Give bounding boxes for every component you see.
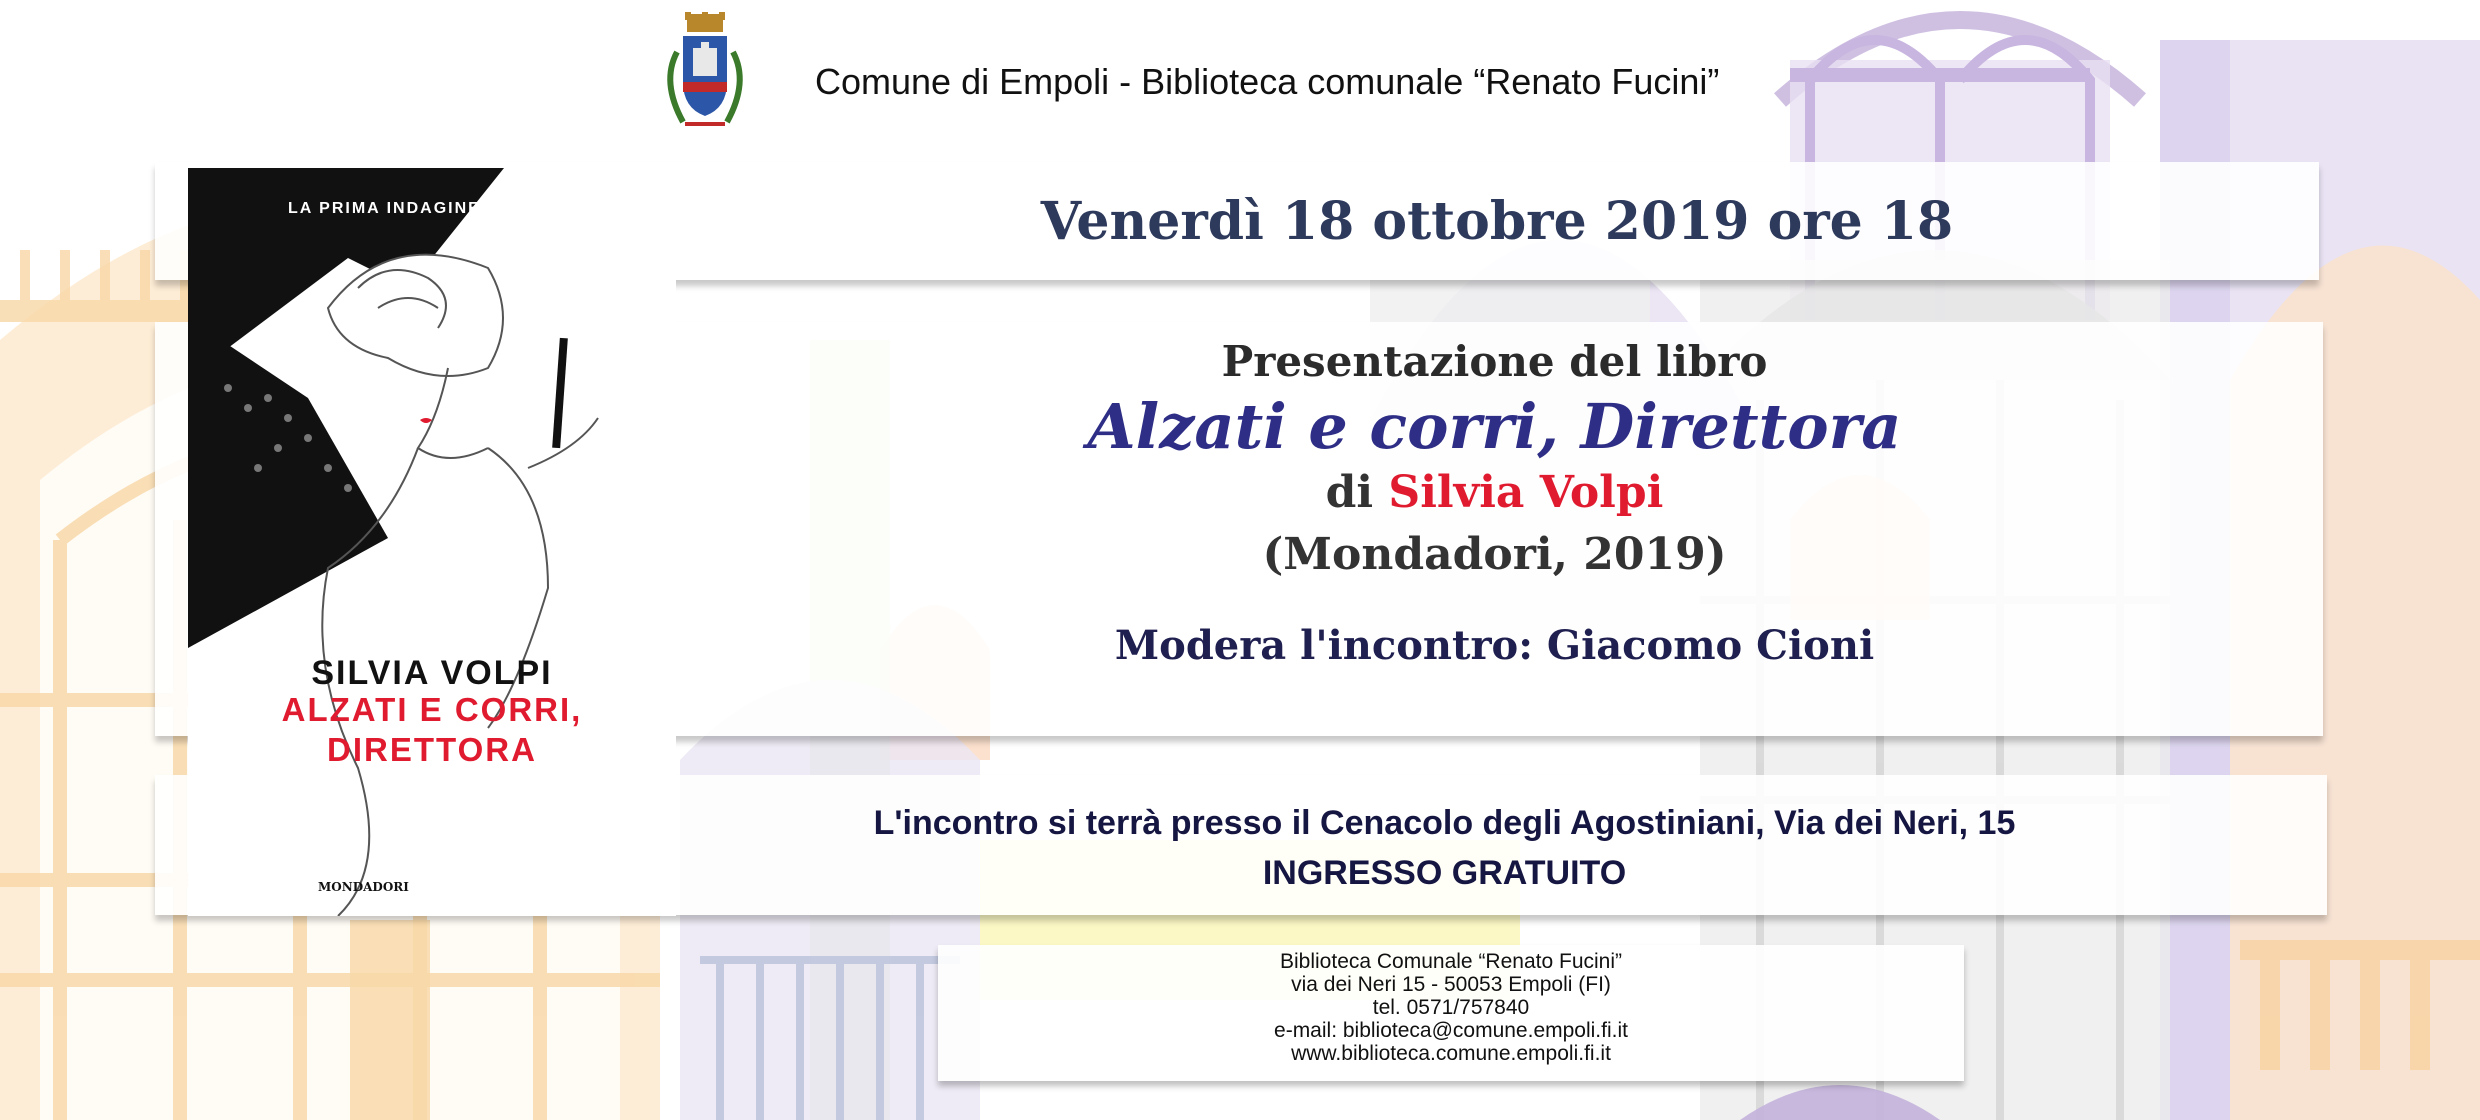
event-details xyxy=(672,332,2317,676)
contact-address: via dei Neri 15 - 50053 Empoli (FI) xyxy=(1291,973,1611,996)
cover-publisher: MONDADORI xyxy=(318,880,409,894)
event-date: Venerdì 18 ottobre 2019 ore 18 xyxy=(1040,190,1954,252)
author-name: Silvia Volpi xyxy=(1388,467,1664,518)
presentation-label: Presentazione del libro xyxy=(1221,337,1768,386)
cover-author: SILVIA VOLPI xyxy=(311,654,553,692)
moderator: Modera l'incontro: Giacomo Cioni xyxy=(1114,622,1875,669)
cover-kicker: LA PRIMA INDAGINE DI ELSA GUIDI xyxy=(288,200,625,217)
book-cover xyxy=(188,168,676,916)
contact-phone: tel. 0571/757840 xyxy=(1372,996,1530,1019)
header xyxy=(655,12,1719,152)
admission: INGRESSO GRATUITO xyxy=(1262,854,1627,892)
cover-illustration xyxy=(188,168,676,916)
publisher-year: (Mondadori, 2019) xyxy=(1262,529,1727,580)
book-title: Alzati e corri, Direttora xyxy=(1087,390,1902,463)
by-label: di xyxy=(1325,467,1374,518)
cover-title-line2: DIRETTORA xyxy=(327,731,537,768)
contact-website: www.biblioteca.comune.empoli.fi.it xyxy=(1291,1042,1611,1065)
venue-info xyxy=(672,798,2217,898)
contact-name: Biblioteca Comunale “Renato Fucini” xyxy=(1280,950,1622,973)
cover-title xyxy=(188,690,676,770)
cover-title-line1: ALZATI E CORRI, xyxy=(281,691,583,728)
venue-location: L'incontro si terrà presso il Cenacolo degli Agostiniani, Via dei Neri, 15 xyxy=(873,804,2016,842)
coat-of-arms-icon xyxy=(655,12,755,152)
author-line xyxy=(672,462,2317,524)
contact-email: e-mail: biblioteca@comune.empoli.fi.it xyxy=(1274,1019,1628,1042)
header-title: Comune di Empoli - Biblioteca comunale “Renato Fucini” xyxy=(815,61,1720,102)
contact-info xyxy=(938,950,1964,1065)
